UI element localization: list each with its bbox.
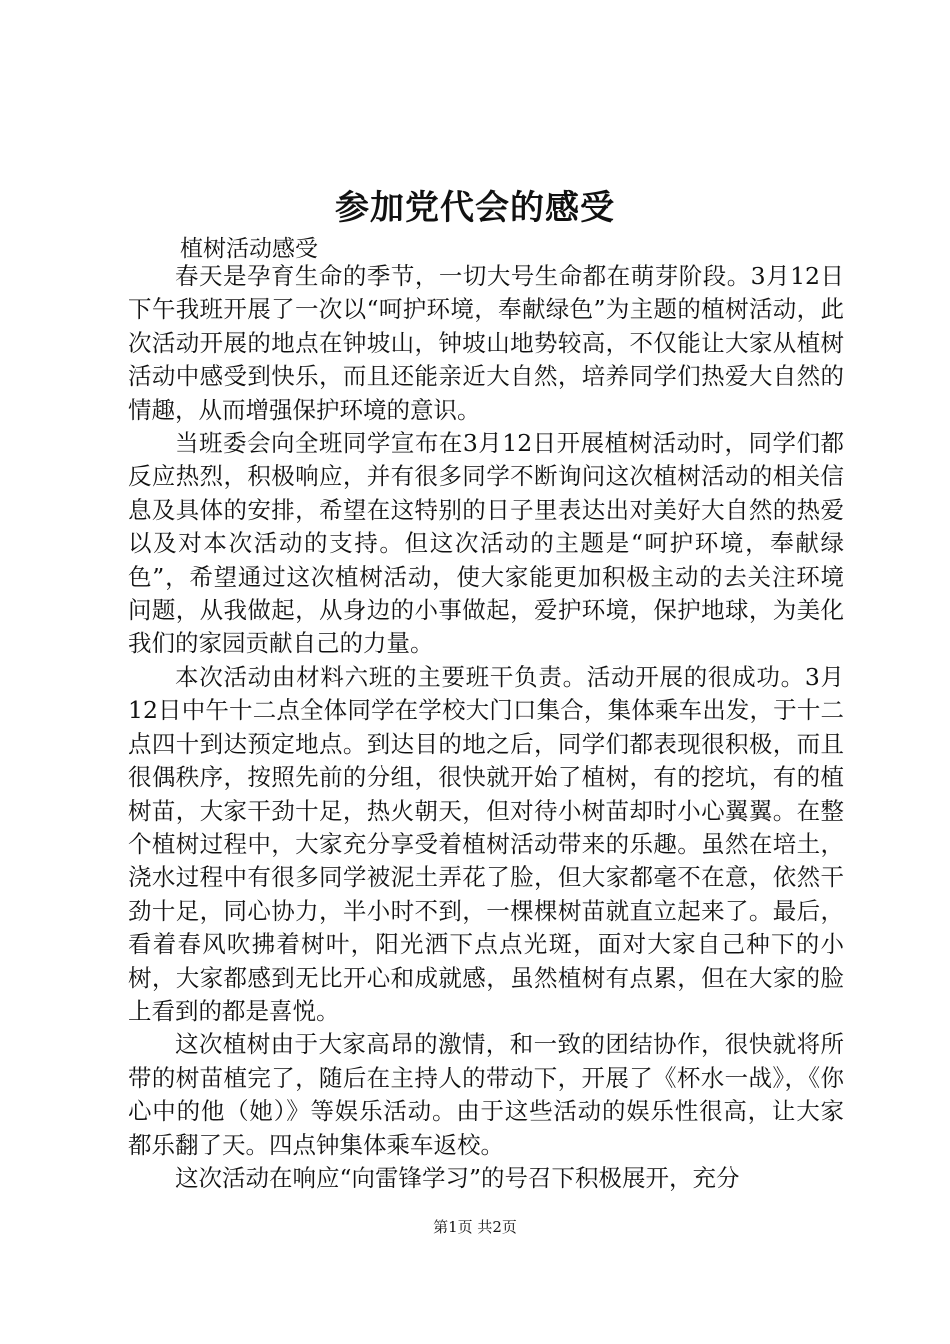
page-number-footer: 第1页 共2页: [433, 1218, 517, 1236]
paragraph: 春天是孕育生命的季节，一切大号生命都在萌芽阶段。3月12日下午我班开展了一次以“呵护环境，奉献绿色”为主题的植树活动，此次活动开展的地点在钟坡山，钟坡山地势较高，不仅能让大家从植树活动中感受到快乐，而且还能亲近大自然，培养同学们热爱大自然的情趣，从而增强保护环境的意识。: [128, 262, 844, 424]
document-body: [128, 260, 844, 1195]
paragraph: 当班委会向全班同学宣布在3月12日开展植树活动时，同学们都反应热烈，积极响应，并有很多同学不断询问这次植树活动的相关信息及具体的安排，希望在这特别的日子里表达出对美好大自然的热爱以及对本次活动的支持。但这次活动的主题是“呵护环境，奉献绿色”，希望通过这次植树活动，使大家能更加积极主动的去关注环境问题，从我做起，从身边的小事做起，爱护环境，保护地球，为美化我们的家园贡献自己的力量。: [128, 429, 844, 658]
document-title: 参加党代会的感受: [335, 188, 615, 228]
paragraph: 这次活动在响应“向雷锋学习”的号召下积极展开，充分: [175, 1163, 740, 1192]
document-subtitle: 植树活动感受: [180, 236, 318, 262]
paragraph: 这次植树由于大家高昂的激情，和一致的团结协作，很快就将所带的树苗植完了，随后在主持人的带动下，开展了《杯水一战》，《你心中的他（她）》等娱乐活动。由于这些活动的娱乐性很高，让大家都乐翻了天。四点钟集体乘车返校。: [128, 1030, 844, 1159]
paragraph: 本次活动由材料六班的主要班干负责。活动开展的很成功。3月12日中午十二点全体同学在学校大门口集合，集体乘车出发，于十二点四十到达预定地点。到达目的地之后，同学们都表现很积极，而且很偶秩序，按照先前的分组，很快就开始了植树，有的挖坑，有的植树苗，大家干劲十足，热火朝天，但对待小树苗却时小心翼翼。在整个植树过程中，大家充分享受着植树活动带来的乐趣。虽然在培土，浇水过程中有很多同学被泥土弄花了脸，但大家都毫不在意，依然干劲十足，同心协力，半小时不到，一棵棵树苗就直立起来了。最后，看着春风吹拂着树叶，阳光洒下点点光斑，面对大家自己种下的小树，大家都感到无比开心和成就感，虽然植树有点累，但在大家的脸上看到的都是喜悦。: [128, 662, 844, 1025]
